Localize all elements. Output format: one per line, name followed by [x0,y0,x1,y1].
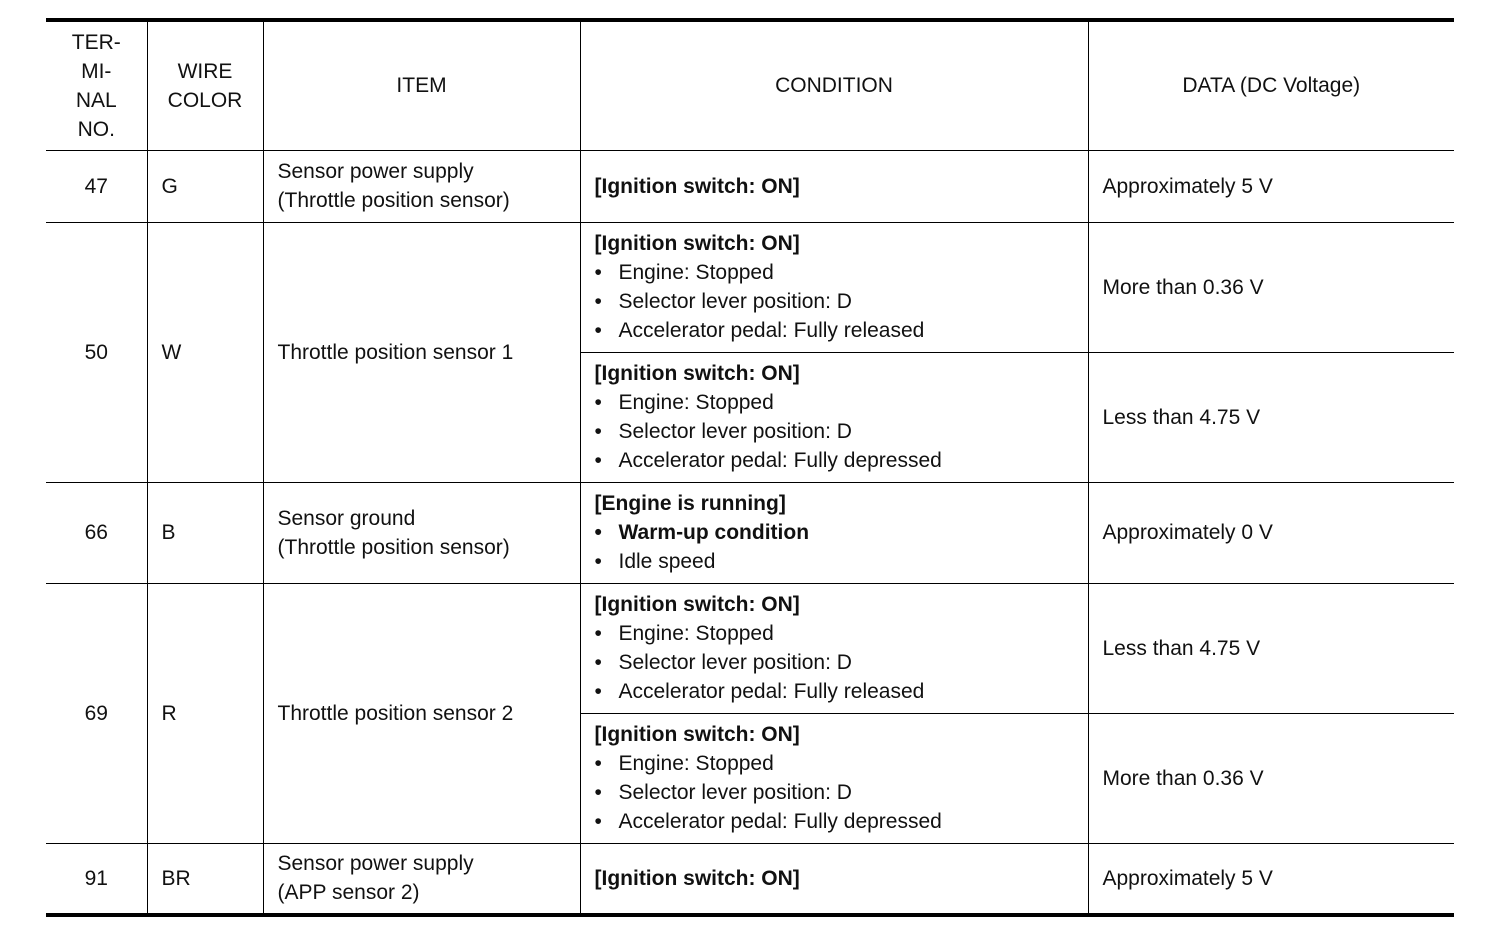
item-cell [263,482,580,583]
table-row [46,150,1454,222]
item-cell [263,222,580,482]
item-line: Throttle position sensor 1 [277,340,514,364]
condition-heading: [Ignition switch: ON] [594,362,800,385]
bullet-glyph: • [594,622,602,645]
condition-bullet-item [595,547,1074,576]
condition-text: Idle speed [618,550,716,573]
condition-text: Engine: Stopped [618,391,774,414]
voltage-data-cell: Less than 4.75 V [1088,352,1454,482]
bullet-glyph: • [594,810,602,833]
condition-text: Accelerator pedal: Fully released [618,319,925,342]
header-row [46,20,1454,150]
header-condition: CONDITION [580,20,1088,150]
bullet-glyph: • [594,449,602,472]
condition-text: Selector lever position: D [618,651,852,674]
bullet-glyph: • [594,680,602,703]
voltage-data-cell: More than 0.36 V [1088,713,1454,843]
condition-bullet-item [595,258,1074,287]
wire-color-cell: BR [147,843,263,915]
bullet-glyph: • [594,261,602,284]
terminal-number-cell: 47 [46,150,147,222]
condition-heading: [Ignition switch: ON] [594,723,800,746]
condition-text: Accelerator pedal: Fully depressed [618,810,942,833]
wire-color-cell: G [147,150,263,222]
header-terminal-line: TER- [71,30,121,54]
condition-bullet-item [595,677,1074,706]
header-wire-line: COLOR [167,88,243,112]
terminal-number-cell: 69 [46,583,147,843]
header-terminal-line: NAL [75,88,117,112]
condition-text: Warm-up condition [618,521,810,544]
condition-heading: [Ignition switch: ON] [594,866,800,890]
header-data: DATA (DC Voltage) [1088,20,1454,150]
condition-bullet-item [595,316,1074,345]
condition-cell [580,843,1088,915]
item-line: (Throttle position sensor) [277,535,510,559]
item-line: Sensor ground [277,506,416,530]
item-line: Sensor power supply [277,160,474,183]
condition-cell [580,583,1088,713]
item-cell [263,843,580,915]
bullet-glyph: • [594,550,602,573]
voltage-data-cell: Approximately 0 V [1088,482,1454,583]
condition-bullet-item [595,388,1074,417]
table-row [46,843,1454,915]
condition-heading: [Ignition switch: ON] [594,593,800,616]
condition-bullet-item [595,619,1074,648]
item-line: Sensor power supply [277,852,474,876]
condition-cell [580,150,1088,222]
condition-text: Selector lever position: D [618,290,852,313]
bullet-glyph: • [594,391,602,414]
terminal-table [46,18,1454,917]
bullet-glyph: • [594,651,602,674]
condition-bullet-item [595,518,1074,547]
condition-heading: [Ignition switch: ON] [594,232,800,255]
voltage-data-cell: Approximately 5 V [1088,843,1454,915]
item-line: (APP sensor 2) [277,881,420,905]
condition-heading: [Ignition switch: ON] [594,174,800,198]
condition-bullet-item [595,648,1074,677]
header-wire-color [147,20,263,150]
voltage-data-cell: Approximately 5 V [1088,150,1454,222]
voltage-data-cell: Less than 4.75 V [1088,583,1454,713]
item-line: Throttle position sensor 2 [277,701,514,725]
wire-color-cell: W [147,222,263,482]
condition-cell [580,222,1088,352]
voltage-data-cell: More than 0.36 V [1088,222,1454,352]
item-cell [263,583,580,843]
bullet-glyph: • [594,290,602,313]
table-row [46,583,1454,713]
bullet-glyph: • [594,781,602,804]
header-terminal-line: NO. [77,117,115,141]
condition-cell [580,352,1088,482]
condition-text: Accelerator pedal: Fully released [618,680,925,703]
header-terminal-line: MI- [81,59,112,83]
bullet-glyph: • [594,420,602,443]
condition-text: Selector lever position: D [618,420,852,443]
condition-cell [580,482,1088,583]
condition-bullet-item [595,749,1074,778]
condition-bullet-item [595,807,1074,836]
condition-text: Engine: Stopped [618,622,774,645]
table-row [46,482,1454,583]
header-item: ITEM [263,20,580,150]
header-terminal-no [46,20,147,150]
table-row [46,222,1454,352]
condition-text: Accelerator pedal: Fully depressed [618,449,942,472]
condition-bullet-item [595,417,1074,446]
condition-bullet-item [595,778,1074,807]
condition-heading: [Engine is running] [594,492,786,515]
header-wire-line: WIRE [177,59,233,83]
wire-color-cell: B [147,482,263,583]
condition-text: Selector lever position: D [618,781,852,804]
condition-bullet-item [595,287,1074,316]
table-body [46,150,1454,915]
wire-color-cell: R [147,583,263,843]
terminal-number-cell: 50 [46,222,147,482]
terminal-number-cell: 66 [46,482,147,583]
condition-text: Engine: Stopped [618,752,774,775]
bullet-glyph: • [594,521,602,544]
bullet-glyph: • [594,752,602,775]
bullet-glyph: • [594,319,602,342]
terminal-number-cell: 91 [46,843,147,915]
item-cell [263,150,580,222]
condition-text: Engine: Stopped [618,261,774,284]
condition-cell [580,713,1088,843]
item-line: (Throttle position sensor) [277,189,510,212]
condition-bullet-item [595,446,1074,475]
